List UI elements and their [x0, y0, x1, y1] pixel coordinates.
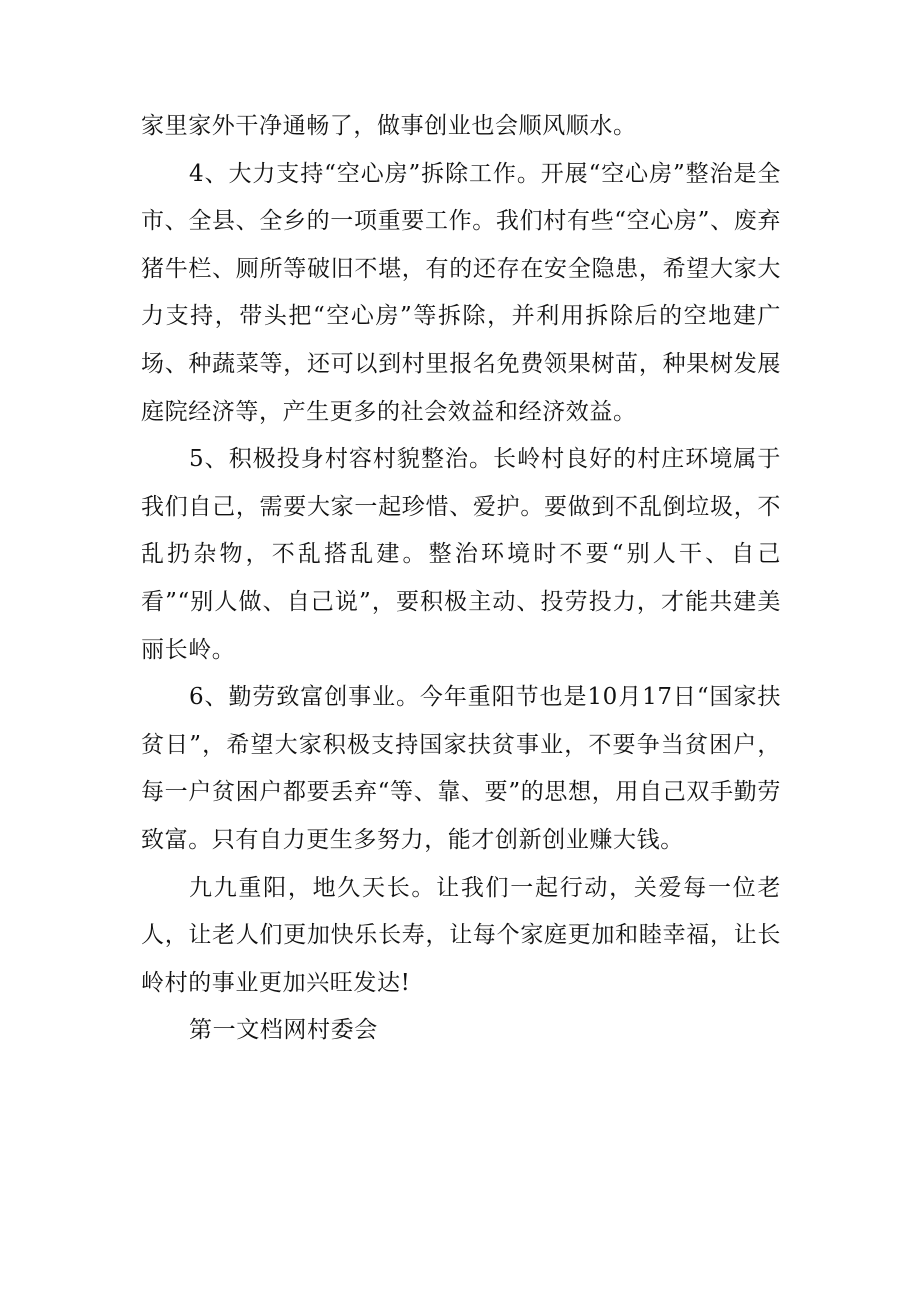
signature: 第一文档网村委会 — [189, 1017, 378, 1044]
paragraph-item-5: 5、积极投身村容村貌整治。长岭村良好的村庄环境属于我们自己，需要大家一起珍惜、爱护。要做到不乱倒垃圾，不乱扔杂物，不乱搭乱建。整治环境时不要“别人干、自己看”“别人做、自己说”，要积极主动、投劳投力，才能共建美丽长岭。 — [141, 446, 781, 663]
paragraph-continuation: 家里家外干净通畅了，做事创业也会顺风顺水。 — [141, 113, 637, 139]
paragraph-item-4: 4、大力支持“空心房”拆除工作。开展“空心房”整治是全市、全县、全乡的一项重要工作。我们村有些“空心房”、废弃猪牛栏、厕所等破旧不堪，有的还存在安全隐患，希望大家大力支持，带头把“空心房”等拆除，并利用拆除后的空地建广场、种蔬菜等，还可以到村里报名免费领果树苗，种果树发展庭院经济等，产生更多的社会效益和经济效益。 — [141, 160, 781, 425]
paragraph-item-6: 6、勤劳致富创事业。今年重阳节也是10月17日“国家扶贫日”，希望大家积极支持国家扶贫事业，不要争当贫困户，每一户贫困户都要丢弃“等、靠、要”的思想，用自己双手勤劳致富。只有自力更生多努力，能才创新创业赚大钱。 — [141, 684, 781, 853]
document-body — [141, 103, 781, 1055]
paragraph-closing: 九九重阳，地久天长。让我们一起行动，关爱每一位老人，让老人们更加快乐长寿，让每个家庭更加和睦幸福，让长岭村的事业更加兴旺发达! — [141, 874, 781, 996]
